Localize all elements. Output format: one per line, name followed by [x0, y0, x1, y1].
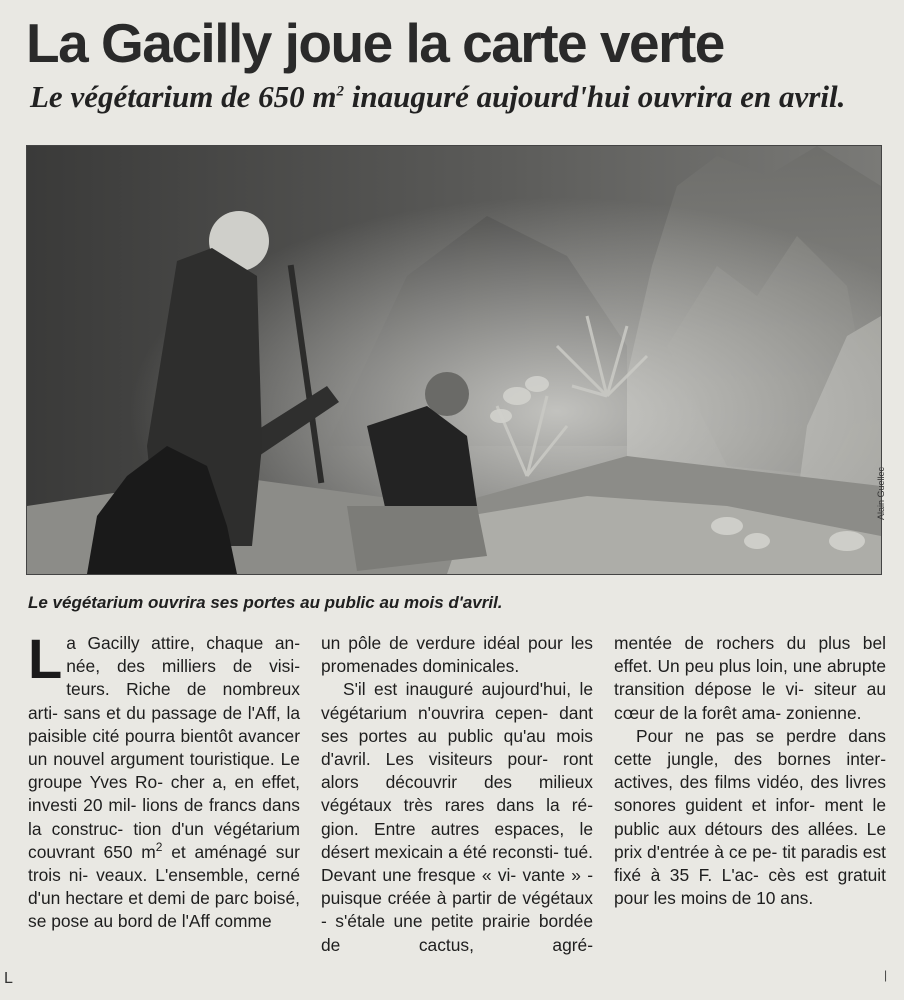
- line: un pôle de verdure idéal pour: [321, 633, 563, 653]
- line: cès est gratuit pour les moins de: [614, 865, 886, 909]
- paragraph-2-continued: [614, 632, 886, 725]
- paragraph-1-continued: [321, 632, 593, 678]
- line: touristique. Le groupe Yves Ro-: [28, 749, 300, 793]
- line: mois d'avril. Les visiteurs pour-: [321, 725, 593, 770]
- article-column-2: [321, 632, 593, 962]
- line: tué. Devant une fresque « vi-: [321, 841, 593, 886]
- drop-cap: L: [28, 627, 63, 690]
- subtitle-text-end: inauguré aujourd'hui ouvrira en avril.: [344, 79, 846, 114]
- line: tit paradis est fixé à 35 F. L'ac-: [614, 841, 886, 886]
- article-column-1: [28, 627, 300, 962]
- greenhouse-scene-illustration: [27, 146, 881, 574]
- subtitle-superscript: 2: [336, 83, 344, 100]
- line: cher a, en effet, investi 20 mil-: [28, 772, 300, 816]
- line: sans et du passage de l'Aff, la: [63, 702, 300, 723]
- line: zonienne.: [786, 702, 862, 723]
- line: vante » - puisque créée à partir: [321, 865, 593, 909]
- edge-mark: |: [884, 968, 888, 982]
- line: gion. Entre autres espaces, le: [321, 818, 593, 839]
- paragraph-3: [614, 725, 886, 911]
- line: teurs. Riche de nombreux arti-: [28, 679, 300, 723]
- line: allées. Le prix d'entrée à ce pe-: [614, 818, 886, 862]
- line: siteur au cœur de la forêt ama-: [614, 679, 886, 723]
- article-body: [28, 627, 886, 962]
- line: le végétarium n'ouvrira cepen-: [321, 679, 593, 723]
- line: végétaux très rares dans la ré-: [321, 795, 593, 816]
- line: abrupte transition dépose le vi-: [614, 656, 886, 700]
- photo-caption: Le végétarium ouvrira ses portes au public au mois d'avril.: [28, 593, 503, 612]
- line: prairie bordée de cactus, agré-: [321, 911, 593, 955]
- paragraph-1: [28, 627, 300, 934]
- line: les promenades dominicales.: [321, 633, 593, 677]
- line: effet. Un peu plus loin, une: [614, 656, 822, 677]
- line: livres sonores guident et infor-: [614, 772, 886, 816]
- subtitle-text-start: Le végétarium de 650 m: [30, 79, 337, 114]
- line: S'il est inauguré aujourd'hui,: [343, 679, 572, 700]
- headline: La Gacilly joue la carte verte: [26, 12, 724, 74]
- photo-credit: Alain Guellec: [876, 466, 886, 520]
- line: de végétaux - s'étale une petite: [321, 888, 593, 932]
- line: 10 ans.: [756, 888, 814, 909]
- line: veaux. L'ensemble, cerné d'un: [28, 865, 300, 909]
- line: tion d'un végétarium couvrant: [28, 818, 300, 862]
- line: paisible cité pourra bientôt: [28, 725, 233, 746]
- line: née, des milliers de visi-: [66, 656, 300, 677]
- line: Pour ne pas se perdre dans: [636, 725, 886, 746]
- line: actives, des films vidéo, des: [614, 772, 839, 793]
- line: avancer un nouvel argument: [28, 725, 300, 770]
- subtitle: [30, 76, 890, 118]
- line: mentée de rochers du plus bel: [614, 633, 886, 653]
- margin-mark: L: [4, 970, 13, 987]
- line: désert mexicain a été reconsti-: [321, 841, 559, 862]
- article-column-3: [614, 632, 886, 962]
- line: hectare et demi de parc boisé,: [65, 888, 300, 909]
- line: dant ses portes au public qu'au: [321, 702, 593, 746]
- article-photo: [26, 145, 882, 575]
- line: ment le public aux détours des: [614, 795, 886, 839]
- line: 650 m: [103, 841, 156, 862]
- line: lions de francs dans la construc-: [28, 795, 300, 839]
- line: ront alors découvrir des milieux: [321, 749, 593, 793]
- line: a Gacilly attire, chaque an-: [66, 633, 300, 653]
- line: cette jungle, des bornes inter-: [614, 749, 886, 770]
- superscript: 2: [155, 840, 163, 855]
- line: se pose au bord de l'Aff comme: [28, 911, 272, 932]
- line: et aménagé sur trois ni-: [28, 841, 300, 886]
- paragraph-2: [321, 678, 593, 956]
